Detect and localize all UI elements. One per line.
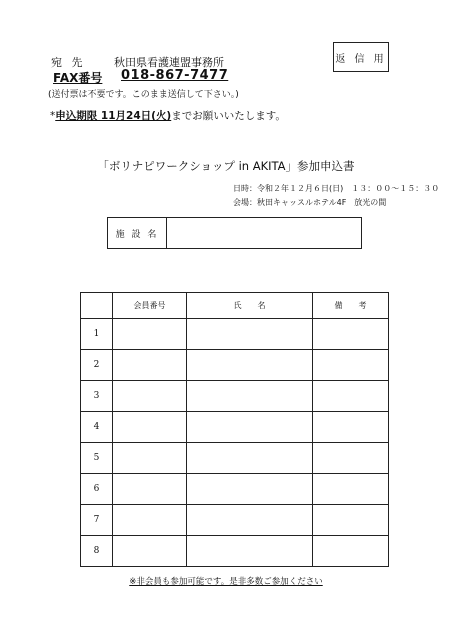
member-id-cell[interactable] (113, 319, 187, 350)
remarks-cell[interactable] (313, 474, 389, 505)
member-id-cell[interactable] (113, 474, 187, 505)
remarks-cell[interactable] (313, 505, 389, 536)
row-number: 8 (81, 536, 113, 567)
reply-label-box: 返 信 用 (333, 42, 389, 72)
facility-field (107, 217, 362, 249)
registration-table (80, 292, 389, 567)
row-number: 4 (81, 412, 113, 443)
member-id-cell[interactable] (113, 381, 187, 412)
member-id-cell[interactable] (113, 412, 187, 443)
table-row (81, 536, 389, 567)
member-id-cell[interactable] (113, 350, 187, 381)
remarks-cell[interactable] (313, 412, 389, 443)
deadline-prefix: * (50, 110, 56, 122)
fax-number: 018-867-7477 (121, 68, 229, 83)
facility-input[interactable] (167, 218, 361, 248)
form-title: 「ボリナピワークショップ in AKITA」参加申込書 (97, 159, 355, 173)
remarks-cell[interactable] (313, 319, 389, 350)
member-id-cell[interactable] (113, 536, 187, 567)
remarks-cell[interactable] (313, 350, 389, 381)
name-cell[interactable] (187, 505, 313, 536)
name-cell[interactable] (187, 412, 313, 443)
event-venue: 会場：秋田キャッスルホテル4F 放光の間 (233, 198, 387, 207)
row-number: 6 (81, 474, 113, 505)
table-row (81, 412, 389, 443)
deadline-suffix: までお願いいたします。 (171, 110, 286, 122)
recipient-label: 宛 先 (51, 56, 86, 69)
fax-label: FAX番号 (53, 71, 103, 85)
row-number: 5 (81, 443, 113, 474)
name-cell[interactable] (187, 536, 313, 567)
remarks-cell[interactable] (313, 536, 389, 567)
facility-label: 施 設 名 (108, 218, 167, 248)
remarks-cell[interactable] (313, 443, 389, 474)
table-row (81, 443, 389, 474)
name-cell[interactable] (187, 443, 313, 474)
row-number: 3 (81, 381, 113, 412)
table-row (81, 505, 389, 536)
header-number (81, 293, 113, 319)
fax-note: (送付票は不要です。このまま送信して下さい。) (48, 90, 239, 100)
header-name: 氏 名 (187, 293, 313, 319)
deadline-line (50, 108, 286, 123)
row-number: 7 (81, 505, 113, 536)
name-cell[interactable] (187, 319, 313, 350)
name-cell[interactable] (187, 381, 313, 412)
member-id-cell[interactable] (113, 505, 187, 536)
row-number: 1 (81, 319, 113, 350)
header-member-id: 会員番号 (113, 293, 187, 319)
table-header-row (81, 293, 389, 319)
remarks-cell[interactable] (313, 381, 389, 412)
table-row (81, 319, 389, 350)
footer-note: ※非会員も参加可能です。是非多数ご参加ください (129, 577, 323, 587)
table-row (81, 381, 389, 412)
member-id-cell[interactable] (113, 443, 187, 474)
table-row (81, 474, 389, 505)
recipient-office: 秋田県看護連盟事務所 (114, 56, 224, 69)
deadline-date: 申込期限 11月24日(火) (55, 110, 172, 122)
name-cell[interactable] (187, 350, 313, 381)
row-number: 2 (81, 350, 113, 381)
table-row (81, 350, 389, 381)
name-cell[interactable] (187, 474, 313, 505)
event-date: 日時：令和２年１２月６日(日) １３：００～１５：３０ (233, 184, 440, 193)
header-remarks: 備 考 (313, 293, 389, 319)
